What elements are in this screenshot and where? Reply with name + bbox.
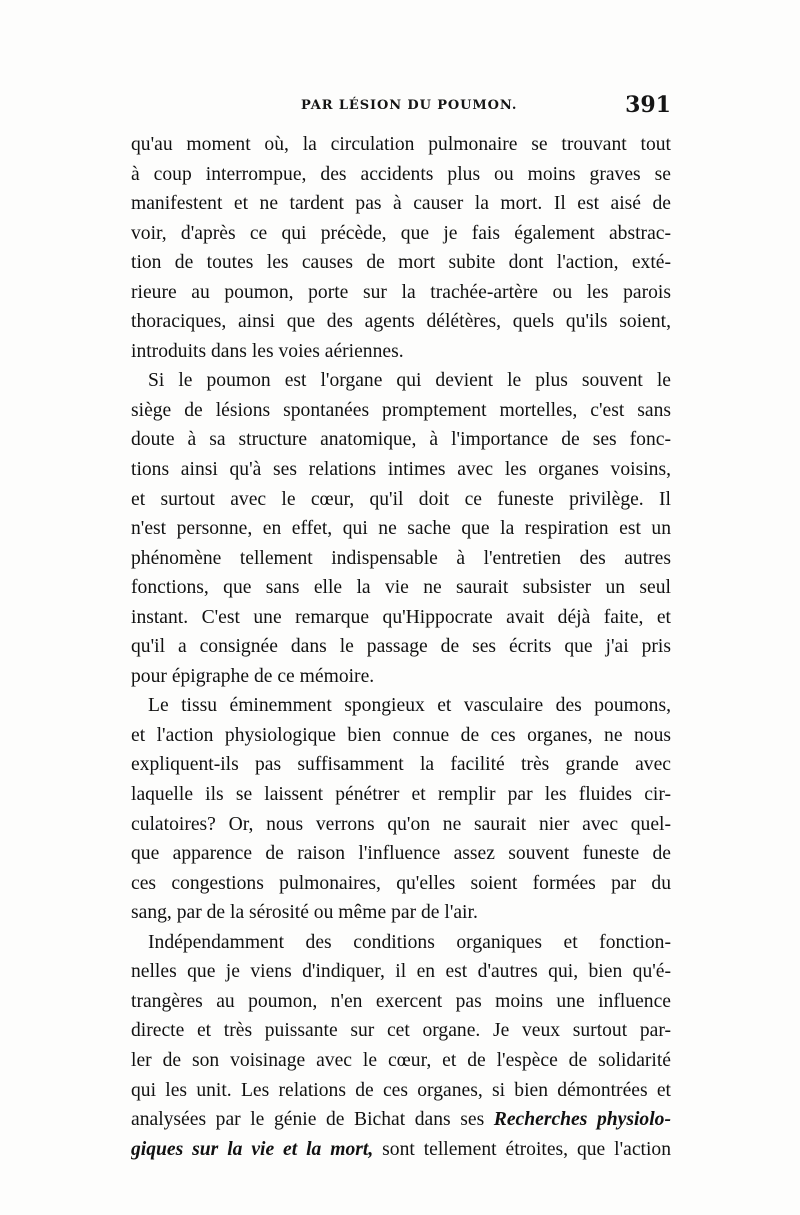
paragraph-start-line: Indépendamment des conditions organiques et fonction- [148, 931, 671, 953]
text-line: fonctions, que sans elle la vie ne saurait subsister un seul [131, 577, 671, 599]
text-line: phénomène tellement indispensable à l'entretien des autres [131, 547, 671, 569]
text-line: ler de son voisinage avec le cœur, et de l'espèce de solidarité [131, 1049, 671, 1071]
text-line-start: analysées par le génie de Bichat dans ses [131, 1109, 485, 1131]
text-line: ces congestions pulmonaires, qu'elles soient formées par du [131, 872, 671, 894]
text-line-end: sont tellement étroites, que l'action [382, 1138, 671, 1160]
text-line: doute à sa structure anatomique, à l'importance de ses fonc- [131, 429, 671, 451]
text-line: tions ainsi qu'à ses relations intimes avec les organes voisins, [131, 459, 671, 481]
text-line: siège de lésions spontanées promptement mortelles, c'est sans [131, 399, 671, 421]
text-line: que apparence de raison l'influence assez souvent funeste de [131, 843, 671, 865]
text-line: voir, d'après ce qui précède, que je fais également abstrac- [131, 222, 671, 244]
running-title: PAR LÉSION DU POUMON. [301, 98, 518, 113]
text-line: tion de toutes les causes de mort subite dont l'action, exté- [131, 252, 671, 274]
text-line: qu'au moment où, la circulation pulmonaire se trouvant tout [131, 134, 671, 155]
text-line: rieure au poumon, porte sur la trachée-artère ou les parois [131, 281, 671, 303]
text-line: nelles que je viens d'indiquer, il en est d'autres qui, bien qu'é- [131, 961, 671, 983]
text-line [131, 1135, 671, 1165]
text-line: et l'action physiologique bien connue de ces organes, ne nous [131, 724, 671, 746]
text-line: sang, par de la sérosité ou même par de l'air. [131, 902, 478, 924]
text-line: thoraciques, ainsi que des agents délétères, quels qu'ils soient, [131, 311, 671, 333]
paragraph-start-line: Si le poumon est l'organe qui devient le plus souvent le [148, 370, 671, 392]
text-line: introduits dans les voies aériennes. [131, 340, 404, 362]
text-line: à coup interrompue, des accidents plus ou moins graves se [131, 163, 671, 185]
text-line: manifestent et ne tardent pas à causer la mort. Il est aisé de [131, 193, 671, 215]
italic-book-title-continued: giques sur la vie et la mort, [131, 1138, 374, 1160]
italic-book-title: Recherches physiolo- [493, 1109, 671, 1131]
text-line: n'est personne, en effet, qui ne sache que la respiration est un [131, 518, 671, 540]
page-number: 391 [625, 92, 671, 118]
text-line: trangères au poumon, n'en exercent pas moins une influence [131, 990, 671, 1012]
text-line: qui les unit. Les relations de ces organes, si bien démontrées et [131, 1079, 671, 1101]
text-line: expliquent-ils pas suffisamment la facilité très grande avec [131, 754, 671, 776]
body-text [131, 130, 671, 1164]
paragraph-start-line: Le tissu éminemment spongieux et vasculaire des poumons, [148, 695, 671, 717]
text-line: instant. C'est une remarque qu'Hippocrate avait déjà faite, et [131, 606, 671, 628]
text-line: et surtout avec le cœur, qu'il doit ce funeste privilège. Il [131, 488, 671, 510]
text-line: qu'il a consignée dans le passage de ses écrits que j'ai pris [131, 636, 671, 658]
text-line: laquelle ils se laissent pénétrer et remplir par les fluides cir- [131, 784, 671, 806]
text-line: pour épigraphe de ce mémoire. [131, 665, 375, 687]
text-line: directe et très puissante sur cet organe. Je veux surtout par- [131, 1020, 671, 1042]
text-line [131, 1105, 671, 1135]
text-line: culatoires? Or, nous verrons qu'on ne saurait nier avec quel- [131, 813, 671, 835]
running-header [131, 92, 671, 122]
